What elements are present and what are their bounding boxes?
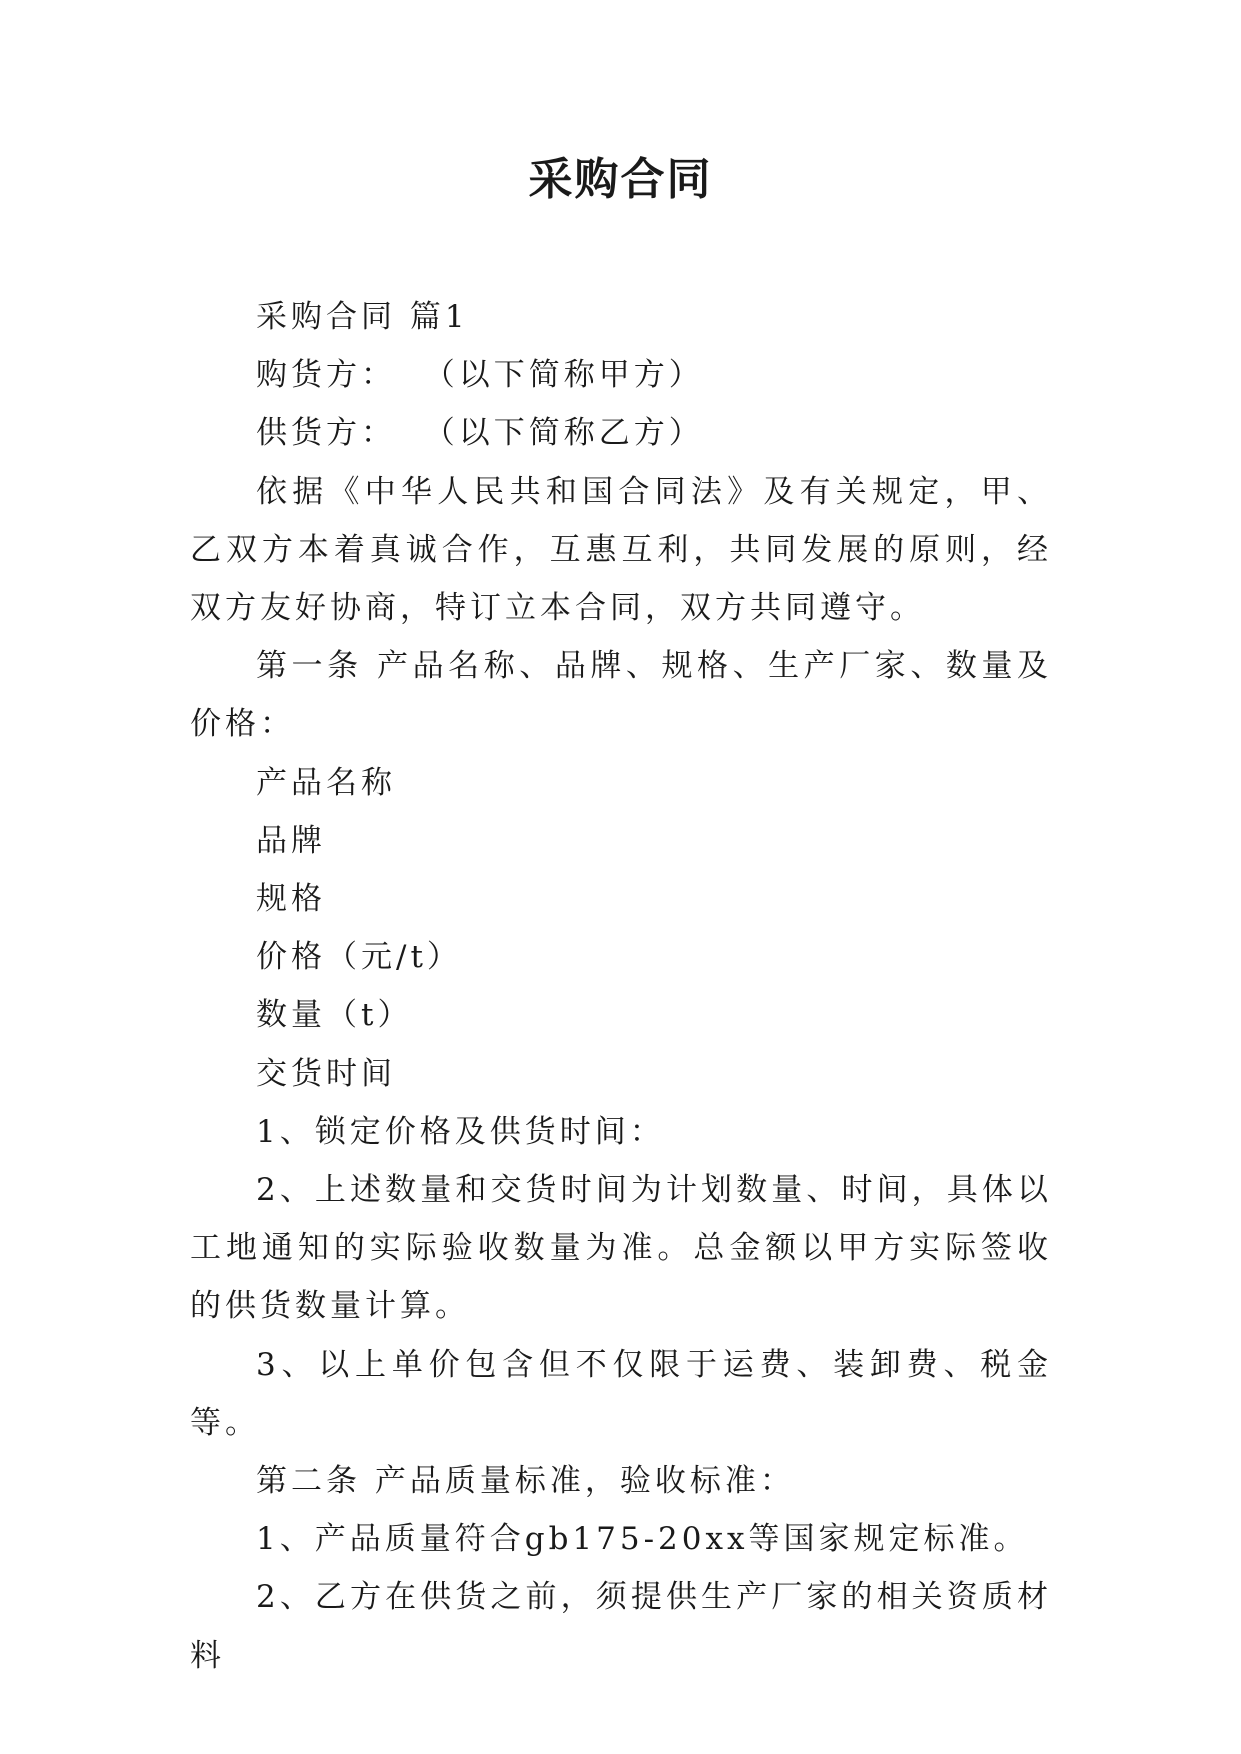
paragraph-supplier: 供货方： （以下简称乙方） — [256, 415, 704, 452]
paragraph-item-2: 2、上述数量和交货时间为计划数量、时间，具体以工地通知的实际验收数量为准。总金额以甲方实际签收的供货数量计算。 — [190, 1172, 1052, 1325]
paragraph-heading: 采购合同 篇1 — [256, 299, 469, 335]
paragraph-article-2: 第二条 产品质量标准，验收标准： — [256, 1463, 795, 1500]
paragraph-quality-2: 2、乙方在供货之前，须提供生产厂家的相关资质材料 — [190, 1579, 1052, 1674]
paragraph-item-3: 3、以上单价包含但不仅限于运费、装卸费、税金等。 — [190, 1346, 1052, 1441]
paragraph-article-1: 第一条 产品名称、品牌、规格、生产厂家、数量及价格： — [190, 648, 1052, 743]
paragraph-brand: 品牌 — [256, 822, 326, 859]
paragraph-price: 价格（元/t） — [256, 939, 462, 976]
paragraph-spec: 规格 — [256, 881, 326, 918]
paragraph-delivery-time: 交货时间 — [256, 1055, 396, 1092]
paragraph-item-1: 1、锁定价格及供货时间： — [256, 1113, 665, 1150]
document-body — [190, 288, 1052, 1685]
paragraph-product-name: 产品名称 — [256, 764, 396, 801]
paragraph-buyer: 购货方： （以下简称甲方） — [256, 357, 704, 394]
paragraph-quality-1: 1、产品质量符合gb175-20xx等国家规定标准。 — [256, 1521, 1029, 1558]
document-title: 采购合同 — [528, 154, 713, 205]
paragraph-quantity: 数量（t） — [256, 997, 413, 1034]
paragraph-preamble: 依据《中华人民共和国合同法》及有关规定，甲、乙双方本着真诚合作，互惠互利，共同发展的原则，经双方友好协商，特订立本合同，双方共同遵守。 — [190, 473, 1052, 627]
